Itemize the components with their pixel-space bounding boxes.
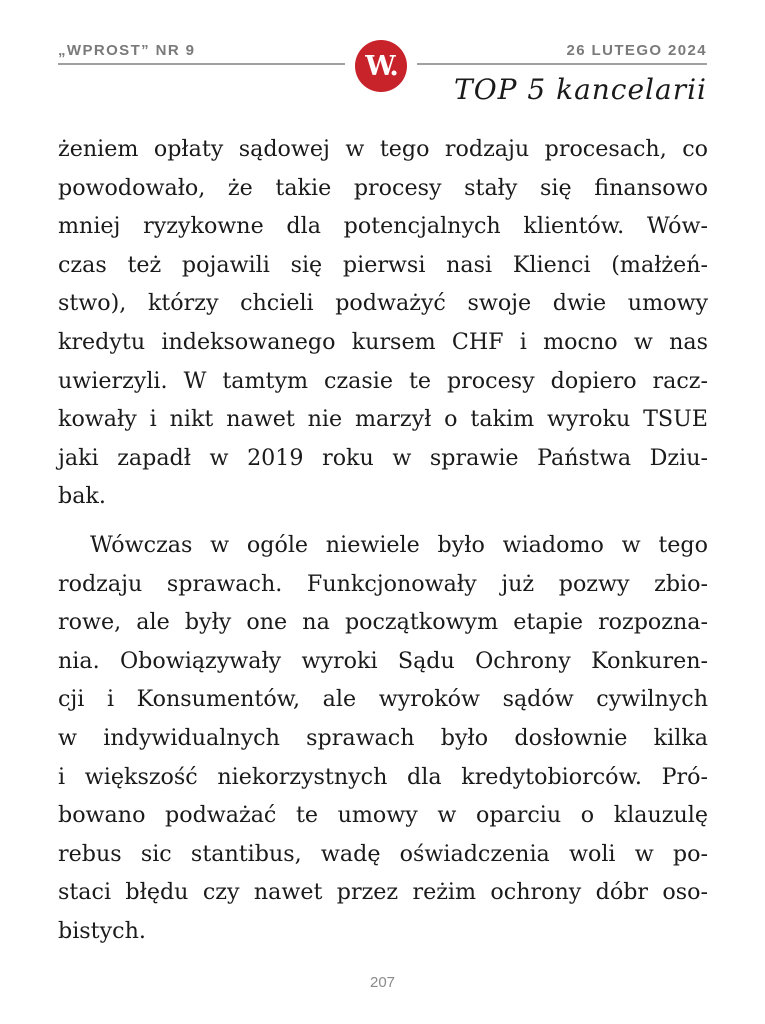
- paragraph-1: [58, 130, 708, 516]
- page-number: 207: [369, 974, 396, 991]
- logo-text: W.: [365, 50, 397, 82]
- paragraph-2: [58, 526, 708, 951]
- text-line: rowe, ale były one na początkowym etapie rozpozna-: [58, 609, 708, 636]
- text-line: cji i Konsumentów, ale wyroków sądów cywilnych: [58, 686, 708, 713]
- issue-date: 26 LUTEGO 2024: [566, 42, 707, 59]
- wprost-logo: [355, 40, 407, 92]
- header-rule-left: [58, 63, 345, 65]
- text-line: staci błędu czy nawet przez reżim ochrony dóbr oso-: [58, 879, 708, 906]
- text-line: powodowało, że takie procesy stały się finansowo: [58, 174, 708, 201]
- text-line: bowano podważać te umowy w oparciu o klauzulę: [58, 802, 708, 829]
- text-line: stwo), którzy chcieli podważyć swoje dwie umowy: [58, 290, 708, 317]
- text-line: kredytu indeksowanego kursem CHF i mocno w nas: [58, 328, 708, 355]
- text-line: jaki zapadł w 2019 roku w sprawie Państwa Dziu-: [58, 444, 708, 471]
- text-line: Wówczas w ogóle niewiele było wiadomo w tego: [90, 531, 708, 558]
- header-rule-right: [417, 63, 707, 65]
- text-line: czas też pojawili się pierwsi nasi Klienci (małżeń-: [58, 251, 708, 278]
- article-body: [58, 130, 708, 950]
- text-line: w indywidualnych sprawach było dosłownie kilka: [58, 724, 708, 751]
- publication-issue: „WPROST” NR 9: [58, 42, 196, 59]
- text-line: bak.: [58, 483, 106, 510]
- text-line: żeniem opłaty sądowej w tego rodzaju procesach, co: [58, 136, 708, 162]
- text-line: i większość niekorzystnych dla kredytobiorców. Pró-: [58, 763, 708, 790]
- text-line: rebus sic stantibus, wadę oświadczenia woli w po-: [58, 840, 708, 867]
- text-line: kowały i nikt nawet nie marzył o takim wyroku TSUE: [58, 406, 708, 433]
- text-line: mniej ryzykowne dla potencjalnych klientów. Wów-: [58, 213, 708, 240]
- section-title: TOP 5 kancelarii: [454, 73, 707, 106]
- text-line: nia. Obowiązywały wyroki Sądu Ochrony Konkuren-: [58, 647, 708, 674]
- text-line: rodzaju sprawach. Funkcjonowały już pozwy zbio-: [58, 570, 708, 597]
- text-line: uwierzyli. W tamtym czasie te procesy dopiero racz-: [58, 367, 708, 394]
- text-line: bistych.: [58, 917, 146, 944]
